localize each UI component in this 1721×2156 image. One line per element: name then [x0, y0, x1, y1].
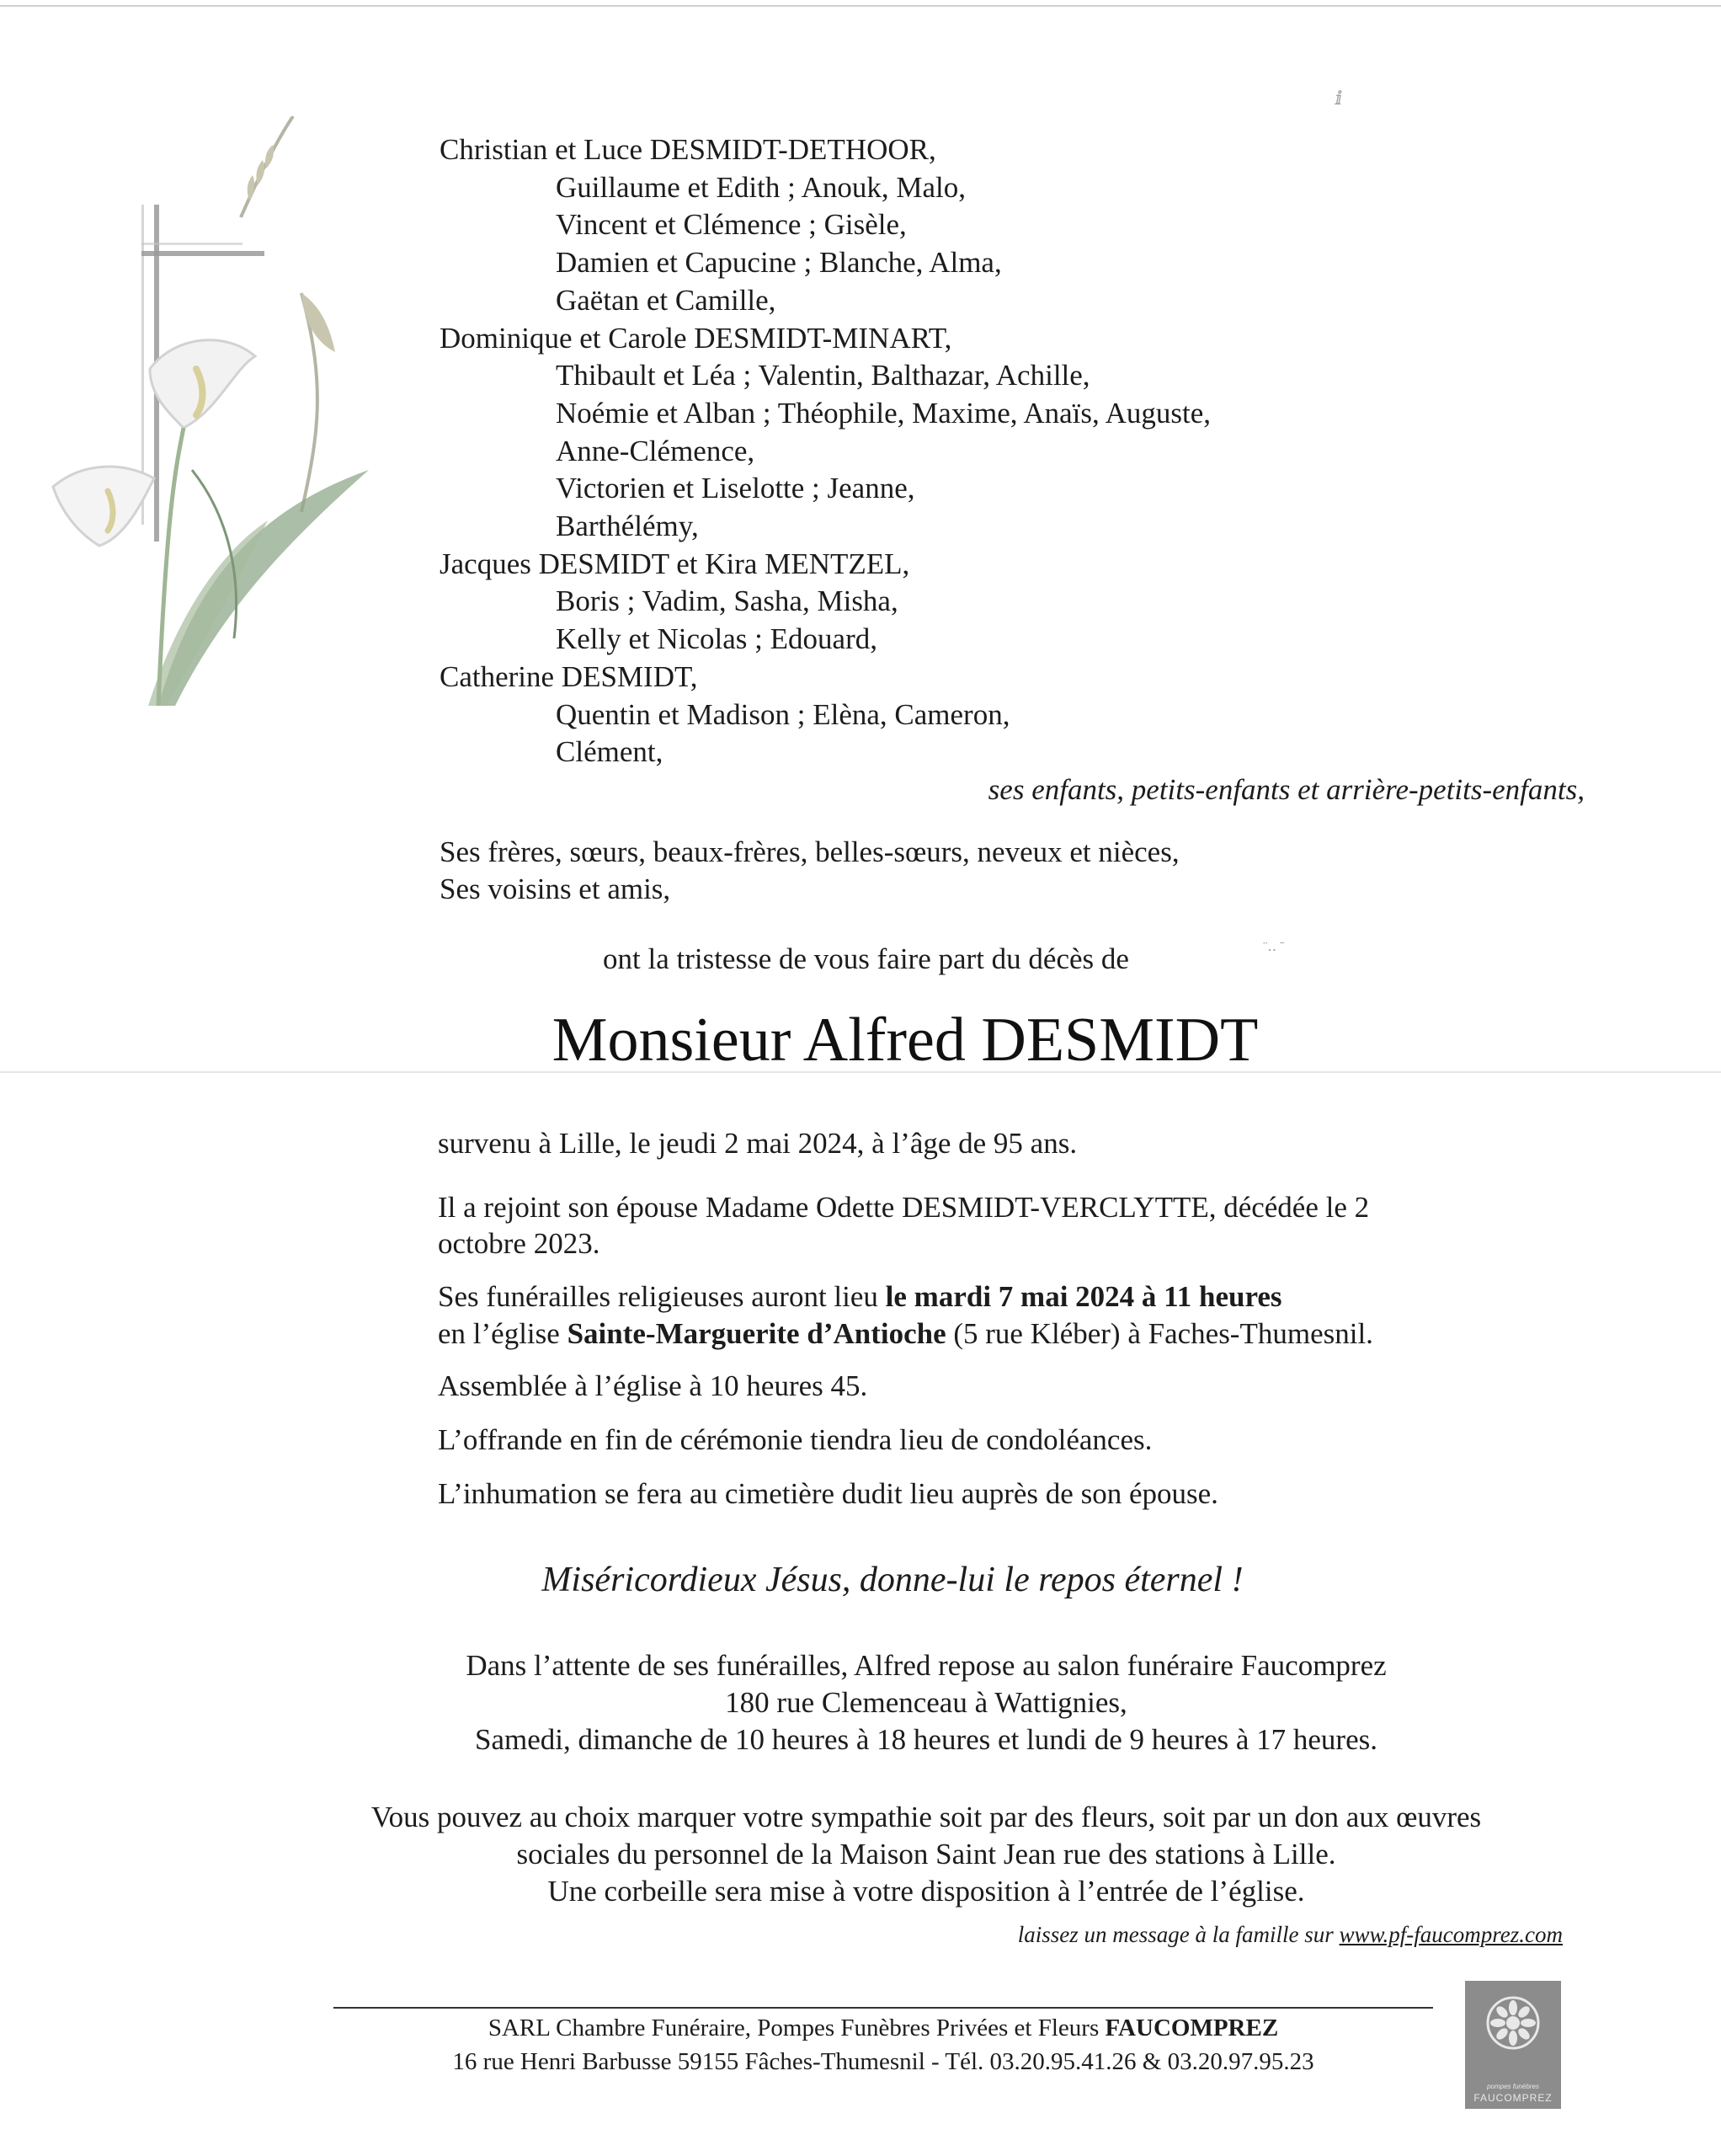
- family-line: Thibault et Léa ; Valentin, Balthazar, Achille,: [556, 359, 1090, 392]
- footer-rule: [333, 2007, 1433, 2009]
- funeral-date-line: [438, 1278, 1282, 1315]
- sympathy-line: Une corbeille sera mise à votre disposition à l’entrée de l’église.: [547, 1875, 1305, 1908]
- announcement: ont la tristesse de vous faire part du décès de: [603, 942, 1129, 975]
- family-summary: ses enfants, petits-enfants et arrière-petits-enfants,: [988, 772, 1585, 806]
- salon-line: Samedi, dimanche de 10 heures à 18 heures et lundi de 9 heures à 17 heures.: [474, 1723, 1377, 1756]
- family-line: Vincent et Clémence ; Gisèle,: [556, 208, 907, 242]
- burial-line: L’inhumation se fera au cimetière dudit lieu auprès de son épouse.: [438, 1477, 1218, 1510]
- assembly-line: Assemblée à l’église à 10 heures 45.: [438, 1369, 868, 1402]
- spouse-line: Il a rejoint son épouse Madame Odette DESMIDT-VERCLYTTE, décédée le 2: [438, 1191, 1370, 1224]
- logo-tagline: pompes funèbres: [1487, 2083, 1539, 2090]
- footer-company-lead: SARL Chambre Funéraire, Pompes Funèbres Privées et Fleurs: [488, 2015, 1106, 2041]
- cross-lily-illustration: [49, 116, 369, 706]
- family-line: Gaëtan et Camille,: [556, 283, 776, 317]
- funeral-lead: Ses funérailles religieuses auront lieu: [438, 1280, 886, 1313]
- family-line: Damien et Capucine ; Blanche, Alma,: [556, 246, 1002, 280]
- message-lead: laissez un message à la famille sur: [1017, 1922, 1340, 1947]
- salon-line: Dans l’attente de ses funérailles, Alfred repose au salon funéraire Faucomprez: [466, 1649, 1387, 1682]
- family-line: Catherine DESMIDT,: [440, 659, 698, 693]
- family-line: Barthélémy,: [556, 510, 699, 543]
- family-line: Jacques DESMIDT et Kira MENTZEL,: [440, 547, 910, 580]
- spouse-line: octobre 2023.: [438, 1227, 600, 1260]
- faucomprez-logo: [1465, 1981, 1561, 2109]
- footer-company-name: FAUCOMPREZ: [1105, 2015, 1279, 2041]
- relatives-line: Ses voisins et amis,: [440, 873, 671, 905]
- deceased-name: Monsieur Alfred DESMIDT: [551, 1006, 1259, 1075]
- family-line: Dominique et Carole DESMIDT-MINART,: [440, 321, 952, 355]
- salon-line: 180 rue Clemenceau à Wattignies,: [725, 1686, 1127, 1719]
- scan-speck: ⅈ: [1335, 88, 1343, 109]
- church-name: Sainte-Marguerite d’Antioche: [567, 1317, 946, 1350]
- family-line: Noémie et Alban ; Théophile, Maxime, Anaïs, Auguste,: [556, 396, 1211, 430]
- church-lead: en l’église: [438, 1317, 567, 1350]
- sympathy-line: sociales du personnel de la Maison Saint Jean rue des stations à Lille.: [516, 1838, 1336, 1870]
- family-line: Boris ; Vadim, Sasha, Misha,: [556, 584, 898, 618]
- relatives-line: Ses frères, sœurs, beaux-frères, belles-sœurs, neveux et nièces,: [440, 835, 1180, 868]
- scan-fold-top: [0, 5, 1721, 7]
- family-line: Victorien et Liselotte ; Jeanne,: [556, 472, 915, 505]
- scan-speck: ¨‥ ˉ: [1263, 940, 1285, 954]
- family-list: [440, 131, 1585, 809]
- logo-brand: FAUCOMPREZ: [1473, 2092, 1553, 2104]
- floral-rosette-icon: [1465, 1981, 1561, 2073]
- family-line: Quentin et Madison ; Elèna, Cameron,: [556, 697, 1010, 731]
- prayer: Miséricordieux Jésus, donne-lui le repos éternel !: [541, 1561, 1244, 1599]
- funeral-church-line: [438, 1315, 1373, 1353]
- message-link-line: [1018, 1922, 1563, 1948]
- family-line: Anne-Clémence,: [556, 434, 755, 467]
- family-line: Clément,: [556, 735, 663, 769]
- footer-address: 16 rue Henri Barbusse 59155 Fâches-Thumesnil - Tél. 03.20.95.41.26 & 03.20.97.95.23: [452, 2048, 1314, 2075]
- family-line: Guillaume et Edith ; Anouk, Malo,: [556, 170, 967, 204]
- footer: [333, 2011, 1433, 2079]
- family-line: Kelly et Nicolas ; Edouard,: [556, 622, 877, 656]
- death-details: survenu à Lille, le jeudi 2 mai 2024, à l’âge de 95 ans.: [438, 1127, 1078, 1160]
- family-line: Christian et Luce DESMIDT-DETHOOR,: [440, 133, 936, 166]
- funeral-date: le mardi 7 mai 2024 à 11 heures: [885, 1280, 1282, 1313]
- church-address: (5 rue Kléber) à Faches-Thumesnil.: [946, 1317, 1373, 1350]
- footer-company: [333, 2011, 1433, 2045]
- offering-line: L’offrande en fin de cérémonie tiendra lieu de condoléances.: [438, 1423, 1153, 1456]
- website-link[interactable]: www.pf-faucomprez.com: [1339, 1922, 1563, 1947]
- sympathy-line: Vous pouvez au choix marquer votre sympathie soit par des fleurs, soit par un don aux œuvres: [370, 1801, 1482, 1833]
